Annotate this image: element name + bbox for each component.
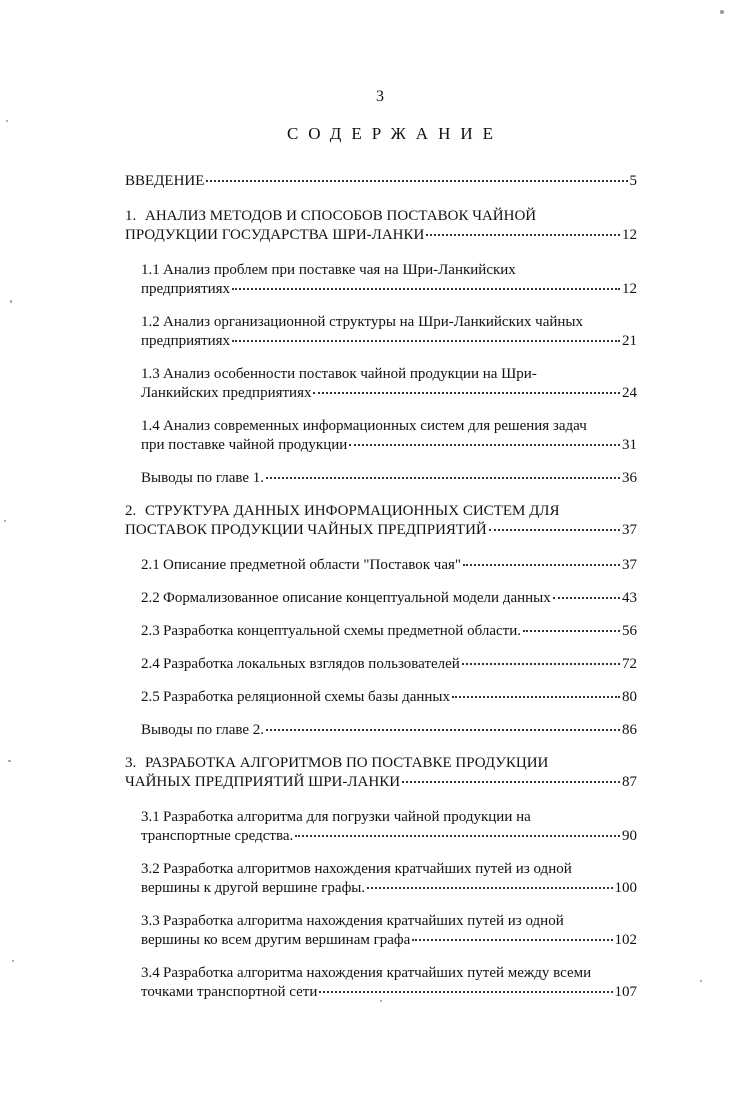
toc-page-number: 12 — [622, 227, 637, 243]
toc-entry-text: вершины к другой вершине графы. — [141, 880, 366, 896]
toc-entry-number: 1.1 — [141, 262, 160, 278]
toc-entry-text: Анализ особенности поставок чайной продукции на Шри- — [163, 366, 537, 382]
toc-title: СОДЕРЖАНИЕ — [286, 124, 504, 143]
scan-speck — [4, 520, 6, 522]
toc-entry-text: вершины ко всем другим вершинам графа — [141, 932, 411, 948]
toc-entry-number: 1.3 — [141, 366, 160, 382]
dot-leader — [349, 444, 620, 446]
toc-entry-line — [125, 226, 637, 245]
dot-leader — [402, 781, 620, 783]
toc-entry-number: 2.5 — [141, 689, 160, 705]
toc-entry-line — [141, 983, 637, 1002]
toc-entry-text: Разработка локальных взглядов пользователей — [163, 656, 460, 672]
toc-page-number: 12 — [622, 281, 637, 297]
toc-entry-number: 2.2 — [141, 590, 160, 606]
toc-entry-text: предприятиях — [141, 281, 231, 297]
toc-section-entry — [125, 860, 637, 898]
toc-intro-entry — [125, 172, 637, 191]
dot-leader — [266, 477, 620, 479]
toc-page-number: 56 — [622, 623, 637, 639]
toc-section-entry — [125, 688, 637, 707]
toc-entry-text: Выводы по главе 2. — [141, 722, 265, 738]
toc-page-number: 90 — [622, 828, 637, 844]
table-of-contents — [125, 172, 637, 1016]
toc-page-number: 87 — [622, 774, 637, 790]
toc-entry-text: Описание предметной области "Поставок чая" — [163, 557, 461, 573]
toc-entry-line — [125, 172, 637, 191]
toc-entry-number: 1. — [125, 208, 137, 224]
toc-entry-line — [141, 860, 637, 879]
toc-chapter-entry — [125, 502, 637, 540]
toc-entry-text: ПРОДУКЦИИ ГОСУДАРСТВА ШРИ-ЛАНКИ — [125, 227, 425, 243]
toc-entry-number: 3.3 — [141, 913, 160, 929]
toc-entry-text: АНАЛИЗ МЕТОДОВ И СПОСОБОВ ПОСТАВОК ЧАЙНОЙ — [145, 208, 537, 224]
toc-entry-text: Формализованное описание концептуальной модели данных — [163, 590, 551, 606]
scan-speck — [12, 960, 14, 962]
toc-entry-line — [141, 931, 637, 950]
toc-section-entry — [125, 589, 637, 608]
toc-entry-line — [141, 688, 637, 707]
toc-page-number: 5 — [629, 173, 637, 189]
toc-entry-text: при поставке чайной продукции — [141, 437, 348, 453]
toc-page-number: 86 — [622, 722, 637, 738]
toc-entry-line — [125, 521, 637, 540]
toc-entry-text: Анализ проблем при поставке чая на Шри-Ланкийских — [163, 262, 516, 278]
toc-entry-number: 3. — [125, 755, 137, 771]
dot-leader — [232, 288, 620, 290]
scan-speck — [6, 120, 8, 122]
toc-entry-text: Выводы по главе 1. — [141, 470, 265, 486]
toc-entry-text: Анализ современных информационных систем для решения задач — [163, 418, 587, 434]
toc-entry-line — [141, 912, 637, 931]
toc-entry-number: 3.2 — [141, 861, 160, 877]
toc-page-number: 37 — [622, 522, 637, 538]
toc-entry-text: ПОСТАВОК ПРОДУКЦИИ ЧАЙНЫХ ПРЕДПРИЯТИЙ — [125, 522, 487, 538]
toc-entry-text: Ланкийских предприятиях — [141, 385, 312, 401]
toc-entry-line — [141, 655, 637, 674]
dot-leader — [232, 340, 620, 342]
dot-leader — [553, 597, 620, 599]
toc-entry-line — [141, 332, 637, 351]
toc-section-entry — [125, 808, 637, 846]
toc-chapter-entry — [125, 207, 637, 245]
toc-page-number: 31 — [622, 437, 637, 453]
toc-section-entry — [125, 964, 637, 1002]
toc-entry-number: 3.1 — [141, 809, 160, 825]
toc-entry-text: транспортные средства. — [141, 828, 294, 844]
dot-leader — [523, 630, 620, 632]
toc-entry-number: 2. — [125, 503, 137, 519]
toc-entry-number: 1.4 — [141, 418, 160, 434]
toc-entry-text: Разработка алгоритма нахождения кратчайших путей из одной — [163, 913, 564, 929]
toc-page-number: 72 — [622, 656, 637, 672]
toc-entry-text: точками транспортной сети — [141, 984, 318, 1000]
toc-entry-line — [141, 365, 637, 384]
toc-entry-line — [141, 417, 637, 436]
toc-entry-line — [141, 261, 637, 280]
toc-entry-line — [141, 313, 637, 332]
toc-entry-text: ЧАЙНЫХ ПРЕДПРИЯТИЙ ШРИ-ЛАНКИ — [125, 774, 401, 790]
scan-speck — [8, 760, 11, 762]
dot-leader — [295, 835, 620, 837]
toc-entry-line — [141, 280, 637, 299]
toc-page-number: 36 — [622, 470, 637, 486]
dot-leader — [463, 564, 620, 566]
toc-entry-number: 1.2 — [141, 314, 160, 330]
toc-entry-number: 2.1 — [141, 557, 160, 573]
toc-section-entry — [125, 655, 637, 674]
dot-leader — [266, 729, 620, 731]
toc-entry-number: 3.4 — [141, 965, 160, 981]
dot-leader — [462, 663, 620, 665]
dot-leader — [319, 991, 612, 993]
toc-section-entry — [125, 313, 637, 351]
toc-section-entry — [125, 912, 637, 950]
toc-entry-line — [141, 964, 637, 983]
dot-leader — [206, 180, 627, 182]
toc-entry-line — [141, 622, 637, 641]
toc-entry-text: Разработка реляционной схемы базы данных — [163, 689, 450, 705]
scan-speck — [380, 1000, 382, 1002]
toc-entry-number: 2.4 — [141, 656, 160, 672]
page-number: 3 — [376, 88, 384, 105]
toc-entry-line — [125, 754, 637, 773]
toc-chapter-entry — [125, 754, 637, 792]
dot-leader — [313, 392, 620, 394]
toc-page-number: 43 — [622, 590, 637, 606]
toc-entry-text: СТРУКТУРА ДАННЫХ ИНФОРМАЦИОННЫХ СИСТЕМ ДЛЯ — [145, 503, 560, 519]
toc-entry-text: Разработка алгоритмов нахождения кратчайших путей из одной — [163, 861, 572, 877]
toc-section-entry — [125, 721, 637, 740]
scan-speck — [720, 10, 724, 14]
toc-entry-text: предприятиях — [141, 333, 231, 349]
toc-entry-line — [141, 721, 637, 740]
toc-page-number: 24 — [622, 385, 637, 401]
toc-entry-line — [125, 773, 637, 792]
toc-entry-text: Разработка алгоритма нахождения кратчайших путей между всеми — [163, 965, 592, 981]
scan-speck — [700, 980, 702, 982]
toc-entry-text: Разработка алгоритма для погрузки чайной продукции на — [163, 809, 531, 825]
toc-entry-text: Анализ организационной структуры на Шри-Ланкийских чайных — [163, 314, 583, 330]
toc-entry-number: 2.3 — [141, 623, 160, 639]
toc-entry-text: ВВЕДЕНИЕ — [125, 173, 205, 189]
toc-page-number: 107 — [614, 984, 637, 1000]
toc-section-entry — [125, 556, 637, 575]
toc-section-entry — [125, 469, 637, 488]
dot-leader — [489, 529, 620, 531]
toc-page-number: 100 — [614, 880, 637, 896]
dot-leader — [426, 234, 620, 236]
toc-entry-line — [141, 384, 637, 403]
toc-section-entry — [125, 365, 637, 403]
toc-page-number: 80 — [622, 689, 637, 705]
toc-page-number: 37 — [622, 557, 637, 573]
dot-leader — [452, 696, 620, 698]
toc-entry-line — [141, 556, 637, 575]
toc-entry-line — [125, 207, 637, 226]
toc-entry-text: Разработка концептуальной схемы предметной области. — [163, 623, 521, 639]
toc-entry-line — [125, 502, 637, 521]
toc-section-entry — [125, 622, 637, 641]
toc-entry-line — [141, 879, 637, 898]
dot-leader — [367, 887, 612, 889]
toc-entry-text: РАЗРАБОТКА АЛГОРИТМОВ ПО ПОСТАВКЕ ПРОДУКЦИИ — [145, 755, 549, 771]
toc-section-entry — [125, 261, 637, 299]
toc-page-number: 21 — [622, 333, 637, 349]
toc-entry-line — [141, 827, 637, 846]
toc-section-entry — [125, 417, 637, 455]
toc-entry-line — [141, 436, 637, 455]
toc-page-number: 102 — [614, 932, 637, 948]
toc-entry-line — [141, 808, 637, 827]
scan-speck — [10, 300, 12, 303]
toc-entry-line — [141, 469, 637, 488]
toc-entry-line — [141, 589, 637, 608]
dot-leader — [412, 939, 612, 941]
